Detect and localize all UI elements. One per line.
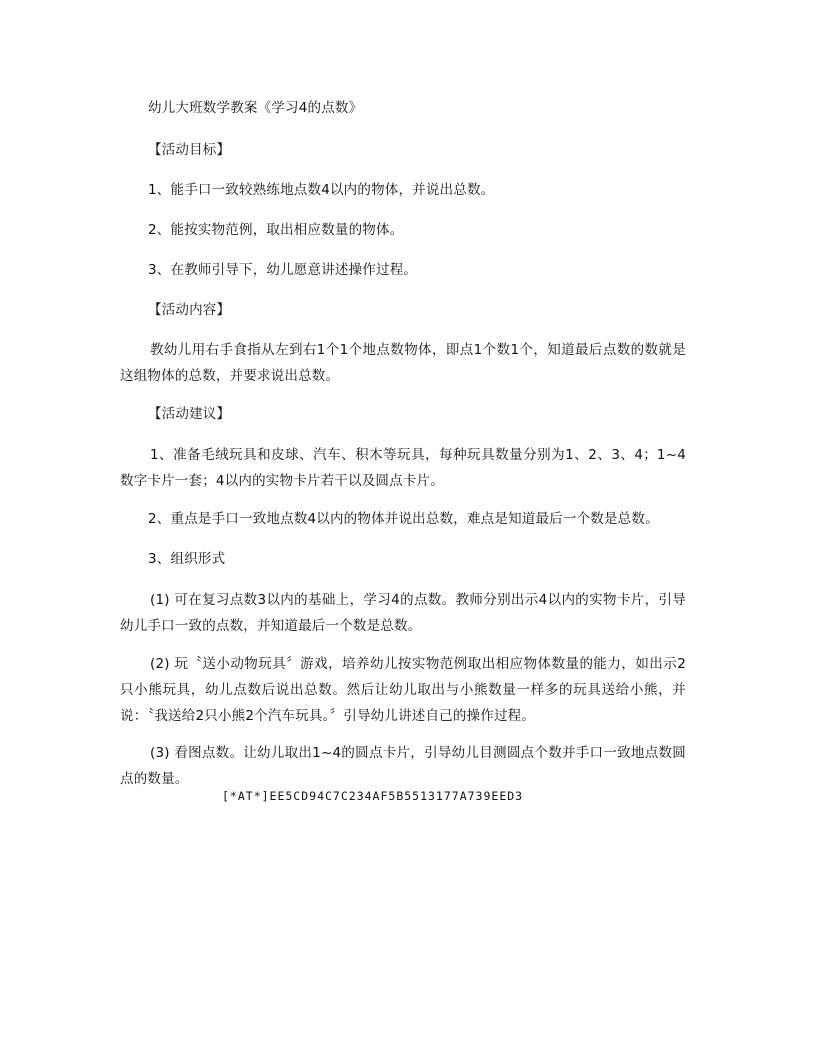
section-heading-content: 【活动内容】: [148, 302, 231, 318]
suggestion-item-3: 3、组织形式: [148, 551, 226, 567]
footer-code: [*AT*]EE5CD94C7C234AF5B5513177A739EED3: [222, 789, 524, 803]
form-item-1: (1) 可在复习点数3以内的基础上，学习4的点数。教师分别出示4以内的实物卡片，引导幼儿手口一致的点数，并知道最后一个数是总数。: [120, 592, 686, 634]
form-item-2: (2) 玩〝送小动物玩具〞游戏，培养幼儿按实物范例取出相应物体数量的能力，如出示2只小熊玩具，幼儿点数后说出总数。然后让幼儿取出与小熊数量一样多的玩具送给小熊，并说：〝我送给2只小熊2个汽车玩具。〞引导幼儿讲述自己的操作过程。: [120, 656, 686, 724]
goal-item-1: 1、能手口一致较熟练地点数4以内的物体，并说出总数。: [148, 182, 495, 198]
section-heading-goals: 【活动目标】: [148, 142, 231, 158]
document-title: 幼儿大班数学教案《学习4的点数》: [148, 100, 363, 116]
section-heading-suggestions: 【活动建议】: [148, 406, 231, 422]
form-item-3: (3) 看图点数。让幼儿取出1~4的圆点卡片，引导幼儿目测圆点个数并手口一致地点数圆点的数量。: [120, 745, 686, 787]
goal-item-3: 3、在教师引导下，幼儿愿意讲述操作过程。: [148, 262, 418, 278]
suggestion-item-1: 1、准备毛绒玩具和皮球、汽车、积木等玩具，每种玩具数量分别为1、2、3、4；1~4数字卡片一套；4以内的实物卡片若干以及圆点卡片。: [120, 447, 686, 489]
content-paragraph: 教幼儿用右手食指从左到右1个1个地点数物体，即点1个数1个，知道最后点数的数就是这组物体的总数，并要求说出总数。: [120, 342, 686, 384]
suggestion-item-2: 2、重点是手口一致地点数4以内的物体并说出总数，难点是知道最后一个数是总数。: [148, 511, 659, 527]
goal-item-2: 2、能按实物范例，取出相应数量的物体。: [148, 222, 404, 238]
